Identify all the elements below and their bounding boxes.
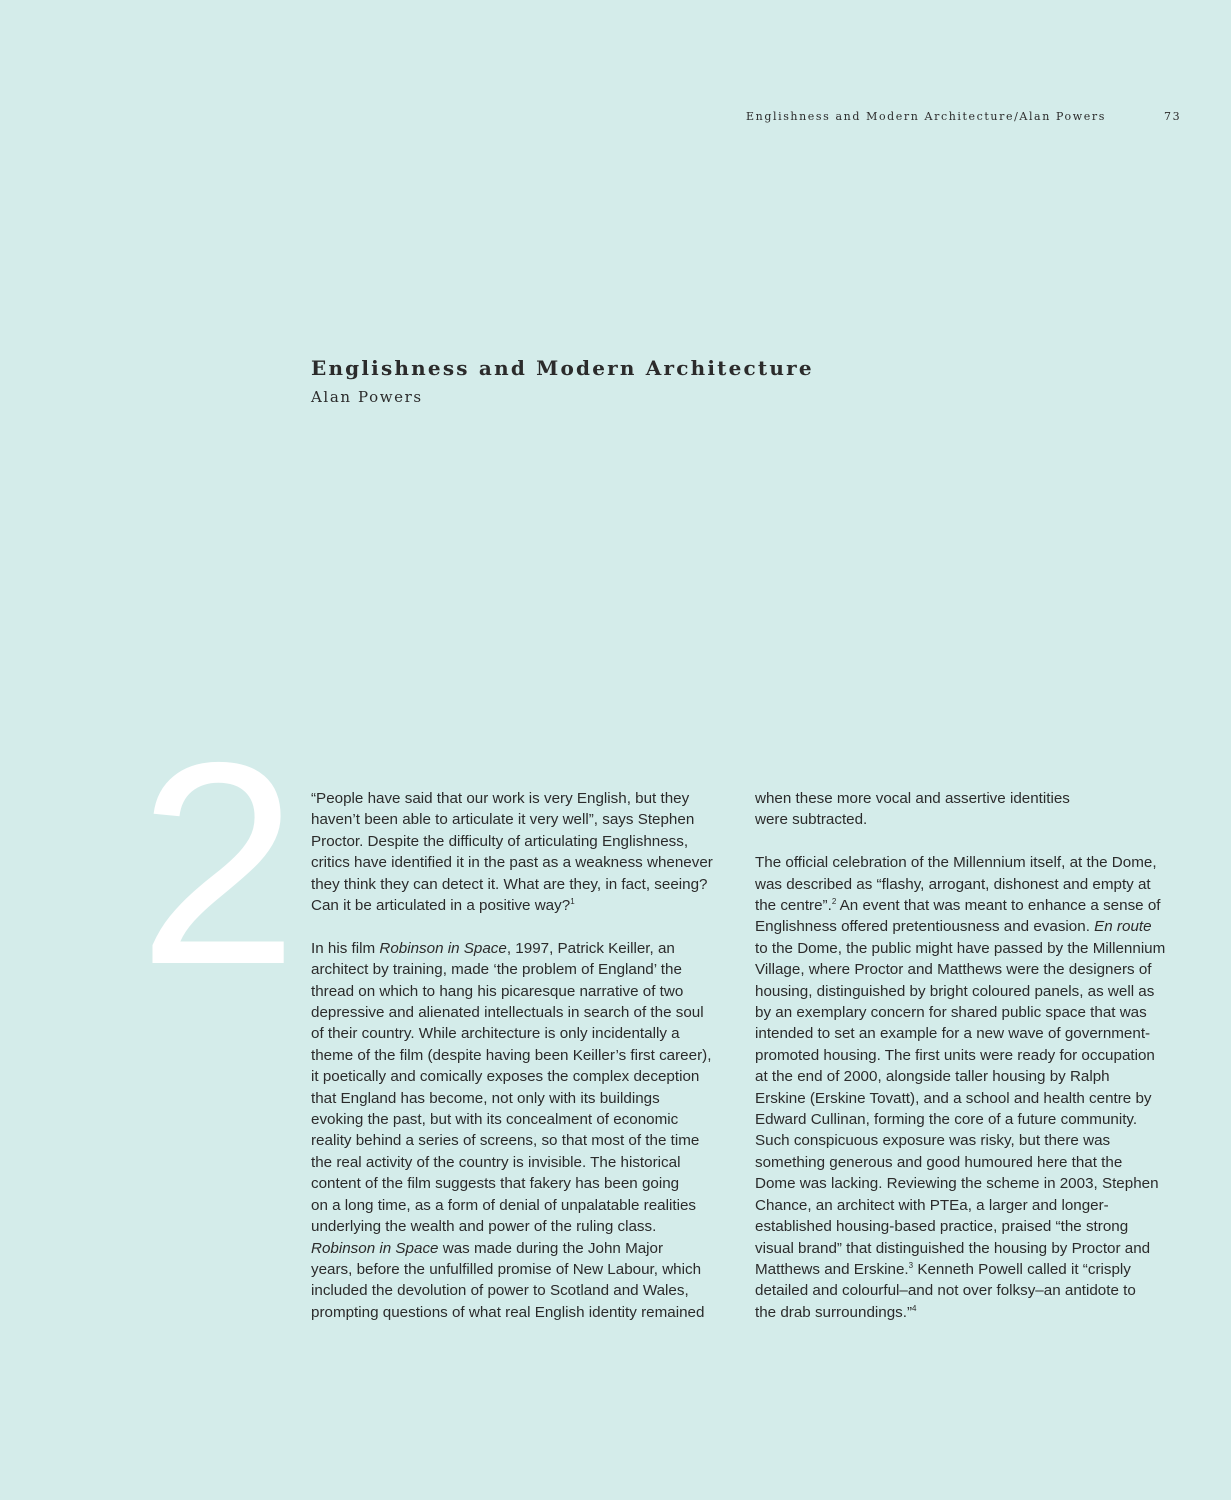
text-fragment: An event that was meant to enhance a sense of	[836, 897, 1161, 915]
footnote-ref: 4	[912, 1303, 917, 1313]
text-line-container	[755, 895, 1177, 916]
text-line: was described as “flashy, arrogant, dishonest and empty at	[755, 875, 1151, 893]
text-line: depressive and alienated intellectuals in search of the soul	[311, 1004, 704, 1022]
text-line: by an exemplary concern for shared public space that was	[755, 1004, 1147, 1022]
text-line-container	[311, 895, 733, 916]
text-line: evoking the past, but with its concealment of economic	[311, 1111, 679, 1129]
text-line: they think they can detect it. What are they, in fact, seeing?	[311, 875, 708, 893]
chapter-number: 2	[138, 703, 293, 1025]
text-line: intended to set an example for a new wave of government-	[755, 1025, 1151, 1043]
text-line: years, before the unfulfilled promise of New Labour, which	[311, 1260, 702, 1278]
text-fragment: Englishness offered pretentiousness and evasion.	[755, 918, 1095, 936]
text-fragment: the drab surroundings.”	[755, 1303, 913, 1321]
text-line: on a long time, as a form of denial of unpalatable realities	[311, 1196, 696, 1214]
text-line: critics have identified it in the past as a weakness whenever	[311, 854, 713, 872]
text-line: at the end of 2000, alongside taller housing by Ralph	[755, 1068, 1110, 1086]
text-line: established housing-based practice, praised “the strong	[755, 1218, 1129, 1236]
text-fragment: , 1997, Patrick Keiller, an	[506, 939, 675, 957]
footnote-ref: 1	[570, 896, 575, 906]
text-line: Proctor. Despite the difficulty of articulating Englishness,	[311, 832, 689, 850]
article-title: Englishness and Modern Architecture	[311, 356, 814, 380]
text-line: the real activity of the country is invisible. The historical	[311, 1153, 681, 1171]
text-line-container	[755, 1302, 1177, 1323]
paragraph	[755, 852, 1177, 1323]
text-line: Village, where Proctor and Matthews were the designers of	[755, 961, 1152, 979]
article-author: Alan Powers	[311, 388, 423, 406]
running-head-title: Englishness and Modern Architecture/Alan Powers	[746, 110, 1107, 123]
text-line: detailed and colourful–and not over folksy–an antidote to	[755, 1282, 1136, 1300]
text-line: content of the film suggests that fakery has been going	[311, 1175, 680, 1193]
paragraph	[311, 938, 733, 1323]
text-line-container	[311, 1238, 733, 1259]
text-line: promoted housing. The first units were ready for occupation	[755, 1046, 1155, 1064]
text-fragment: In his film	[311, 939, 380, 957]
text-line: to the Dome, the public might have passed by the Millennium	[755, 939, 1166, 957]
footnote-ref: 3	[908, 1260, 914, 1270]
text-line: The official celebration of the Millennium itself, at the Dome,	[755, 854, 1157, 872]
footnote-ref: 2	[831, 896, 837, 906]
text-line: Can it be articulated in a positive way?	[311, 897, 571, 915]
text-fragment: Matthews and Erskine.	[755, 1260, 909, 1278]
body-column-right	[755, 788, 1177, 1345]
text-line: reality behind a series of screens, so that most of the time	[311, 1132, 700, 1150]
page-number: 73	[1164, 110, 1182, 123]
text-line: thread on which to hang his picaresque narrative of two	[311, 982, 684, 1000]
body-column-left	[311, 788, 733, 1345]
text-fragment: the centre”.	[755, 897, 832, 915]
paragraph	[755, 788, 1177, 831]
text-line: that England has become, not only with its buildings	[311, 1089, 660, 1107]
text-line: Edward Cullinan, forming the core of a future community.	[755, 1111, 1138, 1129]
text-line: theme of the film (despite having been Keiller’s first career),	[311, 1046, 712, 1064]
text-line: were subtracted.	[755, 811, 868, 829]
text-line: underlying the wealth and power of the ruling class.	[311, 1218, 657, 1236]
text-line: Chance, an architect with PTEa, a larger and longer-	[755, 1196, 1109, 1214]
text-line: Dome was lacking. Reviewing the scheme in 2003, Stephen	[755, 1175, 1159, 1193]
film-title: Robinson in Space	[311, 1239, 439, 1257]
text-line: included the devolution of power to Scotland and Wales,	[311, 1282, 689, 1300]
text-line: prompting questions of what real English identity remained	[311, 1303, 705, 1321]
italic-phrase: En route	[1094, 918, 1152, 936]
text-line-container	[755, 1259, 1177, 1280]
text-line: architect by training, made ‘the problem of England’ the	[311, 961, 682, 979]
text-fragment: Kenneth Powell called it “crisply	[913, 1260, 1131, 1278]
text-line: something generous and good humoured here that the	[755, 1153, 1123, 1171]
film-title: Robinson in Space	[379, 939, 507, 957]
paragraph	[311, 788, 733, 916]
text-line: visual brand” that distinguished the housing by Proctor and	[755, 1239, 1151, 1257]
title-block	[311, 354, 814, 408]
text-line-container	[755, 916, 1177, 937]
text-line: of their country. While architecture is only incidentally a	[311, 1025, 680, 1043]
text-line: it poetically and comically exposes the complex deception	[311, 1068, 700, 1086]
text-line: Erskine (Erskine Tovatt), and a school and health centre by	[755, 1089, 1152, 1107]
text-line: haven’t been able to articulate it very well”, says Stephen	[311, 811, 695, 829]
text-line: Such conspicuous exposure was risky, but there was	[755, 1132, 1111, 1150]
text-fragment: was made during the John Major	[438, 1239, 664, 1257]
text-line: “People have said that our work is very English, but they	[311, 790, 690, 807]
text-line: when these more vocal and assertive identities	[755, 790, 1070, 807]
text-line-container	[311, 938, 733, 959]
text-line: housing, distinguished by bright coloured panels, as well as	[755, 982, 1155, 1000]
